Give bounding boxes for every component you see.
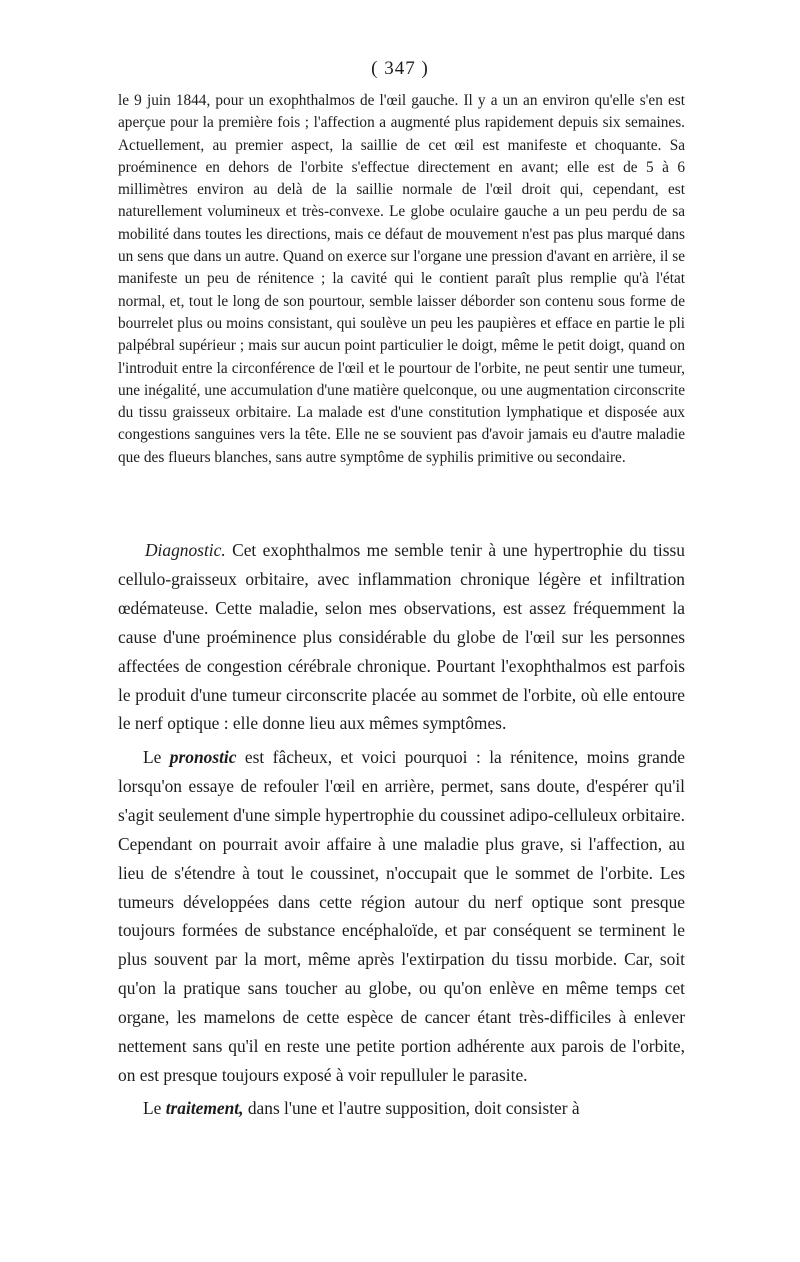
traitement-text: dans l'une et l'autre supposition, doit consister à [243, 1098, 580, 1118]
traitement-lead: Le [143, 1098, 166, 1118]
diagnostic-heading: Diagnostic. [145, 540, 226, 560]
traitement-keyword: traitement, [165, 1098, 244, 1118]
pronostic-keyword: pronostic [169, 747, 237, 767]
page-number: ( 347 ) [371, 58, 429, 79]
diagnostic-text: Cet exophthalmos me semble tenir à une hypertrophie du tissu cellulo-graisseux orbitaire, avec inflammation chronique légère et infiltration œdémateuse. Cette maladie, selon mes observations, est assez fréquemment la cause d'une proéminence plus considérable du globe de l'œil sur les personnes affectées de congestion cérébrale chronique. Pourtant l'exophthalmos est parfois le produit d'une tumeur circonscrite placée au sommet de l'orbite, où elle entoure le nerf optique : elle donne lieu aux mêmes symptômes. [118, 540, 685, 734]
pronostic-lead: Le [143, 747, 170, 767]
pronostic-paragraph [118, 743, 685, 1090]
pronostic-text: est fâcheux, et voici pourquoi : la rénitence, moins grande lorsqu'on essaye de refouler l'œil en arrière, permet, sans doute, d'espérer qu'il s'agit seulement d'une simple hypertrophie du coussinet adipo-celluleux orbitaire. Cependant on pourrait avoir affaire à une maladie plus grave, si l'affection, au lieu de s'étendre à tout le coussinet, n'occupait que le sommet de l'orbite. Les tumeurs développées dans cette région autour du nerf optique sont presque toujours formées de substance encéphaloïde, et par conséquent se terminent le plus souvent par la mort, même après l'extirpation du tissu morbide. Car, soit qu'on la pratique sans toucher au globe, ou qu'on enlève en même temps cet organe, les mamelons de cette espèce de cancer étant très-difficiles à enlever nettement sans qu'il en reste une petite portion adhérente aux parois de l'orbite, on est presque toujours exposé à voir repulluler le parasite. [118, 747, 685, 1085]
traitement-paragraph [118, 1094, 685, 1123]
observation-paragraph: le 9 juin 1844, pour un exophthalmos de l'œil gauche. Il y a un an environ qu'elle s'en est aperçue pour la première fois ; l'affection a augmenté plus rapidement depuis six semaines. Actuellement, au premier aspect, la saillie de cet œil est manifeste et choquante. Sa proéminence en dehors de l'orbite s'effectue directement en avant; elle est de 5 à 6 millimètres environ au delà de la saillie normale de l'œil droit qui, cependant, est naturellement volumineux et très-convexe. Le globe oculaire gauche a un peu perdu de sa mobilité dans toutes les directions, mais ce défaut de mouvement n'est pas plus marqué dans un sens que dans un autre. Quand on exerce sur l'organe une pression d'avant en arrière, il se manifeste un peu de rénitence ; la cavité qui le contient paraît plus remplie qu'à l'état normal, et, tout le long de son pourtour, semble laisser déborder son contenu sous forme de bourrelet plus ou moins consistant, qui soulève un peu les paupières et efface en partie le pli palpébral supérieur ; mais sur aucun point particulier le doigt, même le petit doigt, quand on l'introduit entre la circonférence de l'œil et le pourtour de l'orbite, ne peut sentir une tumeur, une inégalité, une accumulation d'une matière quelconque, ou une augmentation circonscrite du tissu graisseux orbitaire. La malade est d'une constitution lymphatique et disposée aux congestions sanguines vers la tête. Elle ne se souvient pas d'avoir jamais eu d'autre maladie que des flueurs blanches, sans autre symptôme de syphilis primitive ou secondaire. [118, 92, 685, 466]
diagnostic-paragraph [118, 536, 685, 738]
